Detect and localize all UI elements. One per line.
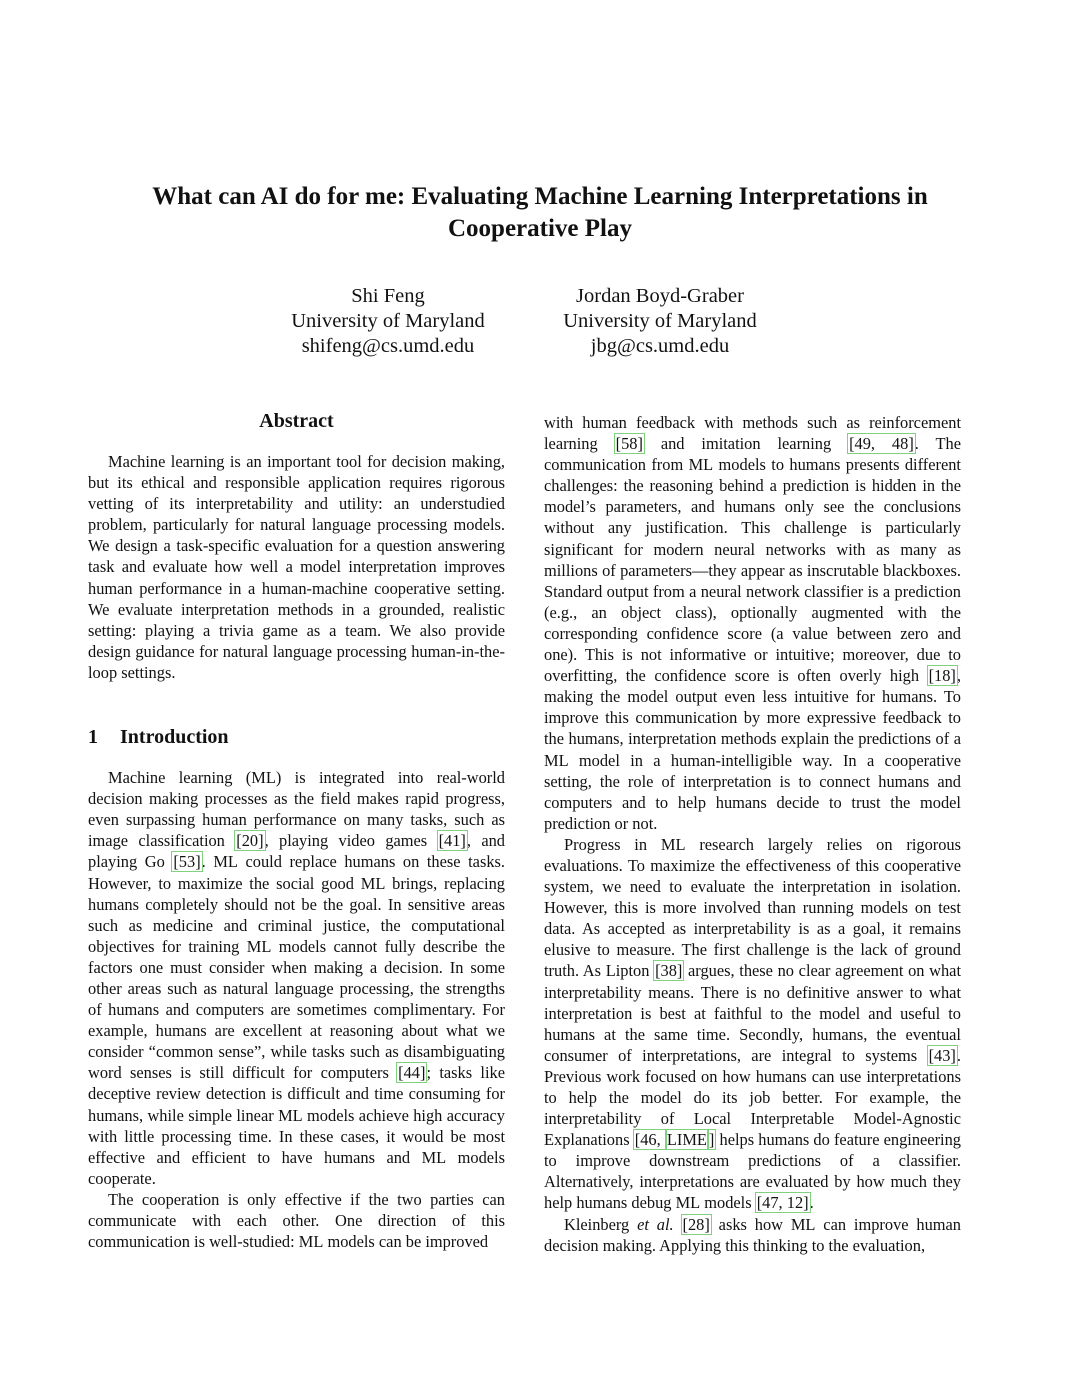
text-run: The cooperation is only effective if the two parties can communicate with each other. One direction of this communication is well-studied: bbox=[88, 1189, 505, 1252]
acronym: ML bbox=[660, 834, 686, 854]
acronym: ML bbox=[298, 1232, 324, 1252]
author-affiliation: University of Maryland bbox=[563, 310, 757, 332]
text-run: Progress in bbox=[564, 834, 661, 854]
text-run: brings, replacing humans completely should not be the goal. In sensitive areas such as medicine and criminal justice, the computational objectives for training bbox=[88, 873, 506, 956]
abstract-heading: Abstract bbox=[259, 410, 334, 432]
intro-paragraph-2 bbox=[88, 1189, 505, 1252]
author-name: Shi Feng bbox=[351, 285, 425, 307]
acronym: ML bbox=[246, 936, 272, 956]
citation-link[interactable]: [38] bbox=[655, 961, 683, 981]
text-run: and imitation learning bbox=[643, 434, 849, 454]
citation-link[interactable]: [18] bbox=[928, 666, 956, 686]
author-block-2 bbox=[510, 284, 810, 359]
author-affiliation: University of Maryland bbox=[291, 310, 485, 332]
text-run: . bbox=[809, 1193, 814, 1213]
text-run: model in a human-intelligible way. In a cooperative setting, the role of interpretation is to connect humans and computers and to help humans decide to trust the model prediction or not. bbox=[544, 750, 961, 833]
text-run: . The communication from bbox=[544, 434, 961, 475]
right-column bbox=[544, 412, 961, 1256]
text-run: models bbox=[700, 1193, 756, 1213]
acronym: ML bbox=[360, 873, 386, 893]
text-run: . Previous work focused on how humans can use interpretations to help the model do its job better. For example, the interpretability of Local Interpretable Model-Agnostic Explanations bbox=[544, 1045, 961, 1150]
section-number: 1 bbox=[88, 726, 98, 749]
text-run: ) is integrated into real-world decision making processes as the field makes rapid progress, even surpassing human performance on many tasks, such as image classification bbox=[88, 768, 505, 851]
citation-link[interactable]: [58] bbox=[615, 434, 643, 454]
text-run: models cooperate. bbox=[88, 1147, 505, 1188]
acronym: ML bbox=[251, 768, 276, 788]
acronym: ML bbox=[688, 455, 714, 475]
citation-link[interactable]: [20] bbox=[236, 831, 264, 851]
acronym: ML bbox=[544, 750, 569, 770]
citation-link[interactable]: [47, 12] bbox=[756, 1193, 809, 1213]
text-run: argues, these no clear agreement on what interpretability means. There is no definitive answer to what interpretation is best at faithful to the model and useful to humans at the same time. Secondly, humans, the eventual consumer of interpretations, are integral to systems bbox=[544, 961, 961, 1065]
acronym: ML bbox=[790, 1214, 816, 1234]
text-run: helps humans do feature engineering to improve downstream predictions of a classifier. Alternatively, interpretations are evaluated by how much they help humans debug bbox=[544, 1130, 961, 1213]
text-run: , playing video games bbox=[264, 831, 438, 851]
intro-paragraph-1 bbox=[88, 767, 505, 1189]
text-run: models can be improved bbox=[323, 1232, 489, 1252]
text-run: models achieve high accuracy with little processing time. In these cases, it would be most effective and efficient to have humans and bbox=[88, 1105, 505, 1167]
intro-paragraph-3 bbox=[544, 834, 961, 1214]
citation-link[interactable]: ] bbox=[708, 1130, 715, 1150]
emphasis: et al. bbox=[637, 1214, 674, 1234]
author-block-1 bbox=[238, 284, 538, 359]
text-run: Machine learning ( bbox=[108, 768, 252, 788]
acronym: ML bbox=[278, 1105, 303, 1125]
text-run: models cannot fully describe the factors one must consider when making a decision. In some other areas such as natural language processing, the strengths of humans and computers are sometimes complimentary. For example, humans are excellent at reasoning about what we consider “common sense”, while tasks such as disambiguating word senses is still difficult for computers bbox=[88, 936, 505, 1083]
acronym: ML bbox=[675, 1193, 701, 1213]
citation-link[interactable]: [44] bbox=[398, 1063, 426, 1083]
citation-link[interactable]: [43] bbox=[928, 1045, 956, 1065]
text-run: can improve human decision making. Applying this thinking to the evaluation, bbox=[544, 1214, 961, 1255]
citation-link[interactable]: [49, 48] bbox=[849, 434, 914, 454]
text-run: with human feedback with methods such as reinforcement learning bbox=[544, 413, 961, 454]
author-email[interactable]: shifeng@cs.umd.edu bbox=[301, 335, 475, 357]
text-run: , and playing Go bbox=[88, 831, 505, 872]
section-heading-introduction bbox=[88, 725, 505, 749]
text-run: Kleinberg bbox=[564, 1214, 638, 1234]
text-run: ; tasks like deceptive review detection is difficult and time consuming for humans, while simple linear bbox=[88, 1063, 506, 1125]
text-run: research largely relies on rigorous evaluations. To maximize the effectiveness of this cooperative system, we need to evaluate the interpretation in isolation. However, this is more involved than running models on test data. As accepted as interpretability is as a goal, it remains elusive to measure. The first challenge is the lack of ground truth. As Lipton bbox=[544, 834, 961, 981]
intro-paragraph-4 bbox=[544, 1214, 961, 1256]
title-line-1: What can AI do for me: Evaluating Machine Learning Interpretations in bbox=[152, 183, 928, 210]
section-title: Introduction bbox=[120, 726, 229, 749]
text-run: asks how bbox=[710, 1214, 791, 1234]
citation-link[interactable]: [53] bbox=[173, 852, 201, 872]
author-email[interactable]: jbg@cs.umd.edu bbox=[590, 335, 730, 357]
text-run: , making the model output even less intuitive for humans. To improve this communication by more expressive feedback to the humans, interpretation methods explain the predictions of a bbox=[544, 666, 961, 749]
acronym: ML bbox=[421, 1147, 447, 1167]
text-run bbox=[674, 1215, 682, 1234]
title-line-2: Cooperative Play bbox=[448, 215, 632, 242]
citation-link[interactable]: [28] bbox=[682, 1214, 710, 1234]
acronym: ML bbox=[213, 852, 238, 872]
text-run: models to humans presents different challenges: the reasoning behind a prediction is hidden in the model’s parameters, and humans only see the conclusions without any justification. This challenge is particularly significant for modern neural networks with as many as millions of parameters—they appear as inscrutable blackboxes. Standard output from a neural network classifier is a prediction (e.g., an object class), optionally augmented with the corresponding confidence score (a value between zero and one). This is not informative or intuitive; moreover, due to overfitting, the confidence score is often overly high bbox=[544, 455, 961, 686]
intro-paragraph-2-continued bbox=[544, 412, 961, 834]
abstract-text: Machine learning is an important tool for decision making, but its ethical and responsible application requires rigorous vetting of its interpretability and utility: an understudied problem, particularly for natural language processing models. We design a task-specific evaluation for a question answering task and evaluate how well a model interpretation improves human performance in a human-machine cooperative setting. We evaluate interpretation methods in a grounded, realistic setting: playing a trivia game as a team. We also provide design guidance for natural language processing human-in-the-loop settings. bbox=[88, 452, 505, 682]
paper-title bbox=[80, 181, 1000, 245]
citation-link[interactable]: [41] bbox=[438, 831, 466, 851]
left-column bbox=[88, 409, 505, 1252]
author-name: Jordan Boyd-Graber bbox=[576, 285, 744, 307]
citation-link[interactable]: LIME bbox=[666, 1130, 707, 1150]
text-run: could replace humans on these tasks. However, to maximize the social good bbox=[88, 852, 505, 893]
text-run: . bbox=[201, 852, 214, 872]
citation-link[interactable]: [46, bbox=[634, 1130, 665, 1150]
